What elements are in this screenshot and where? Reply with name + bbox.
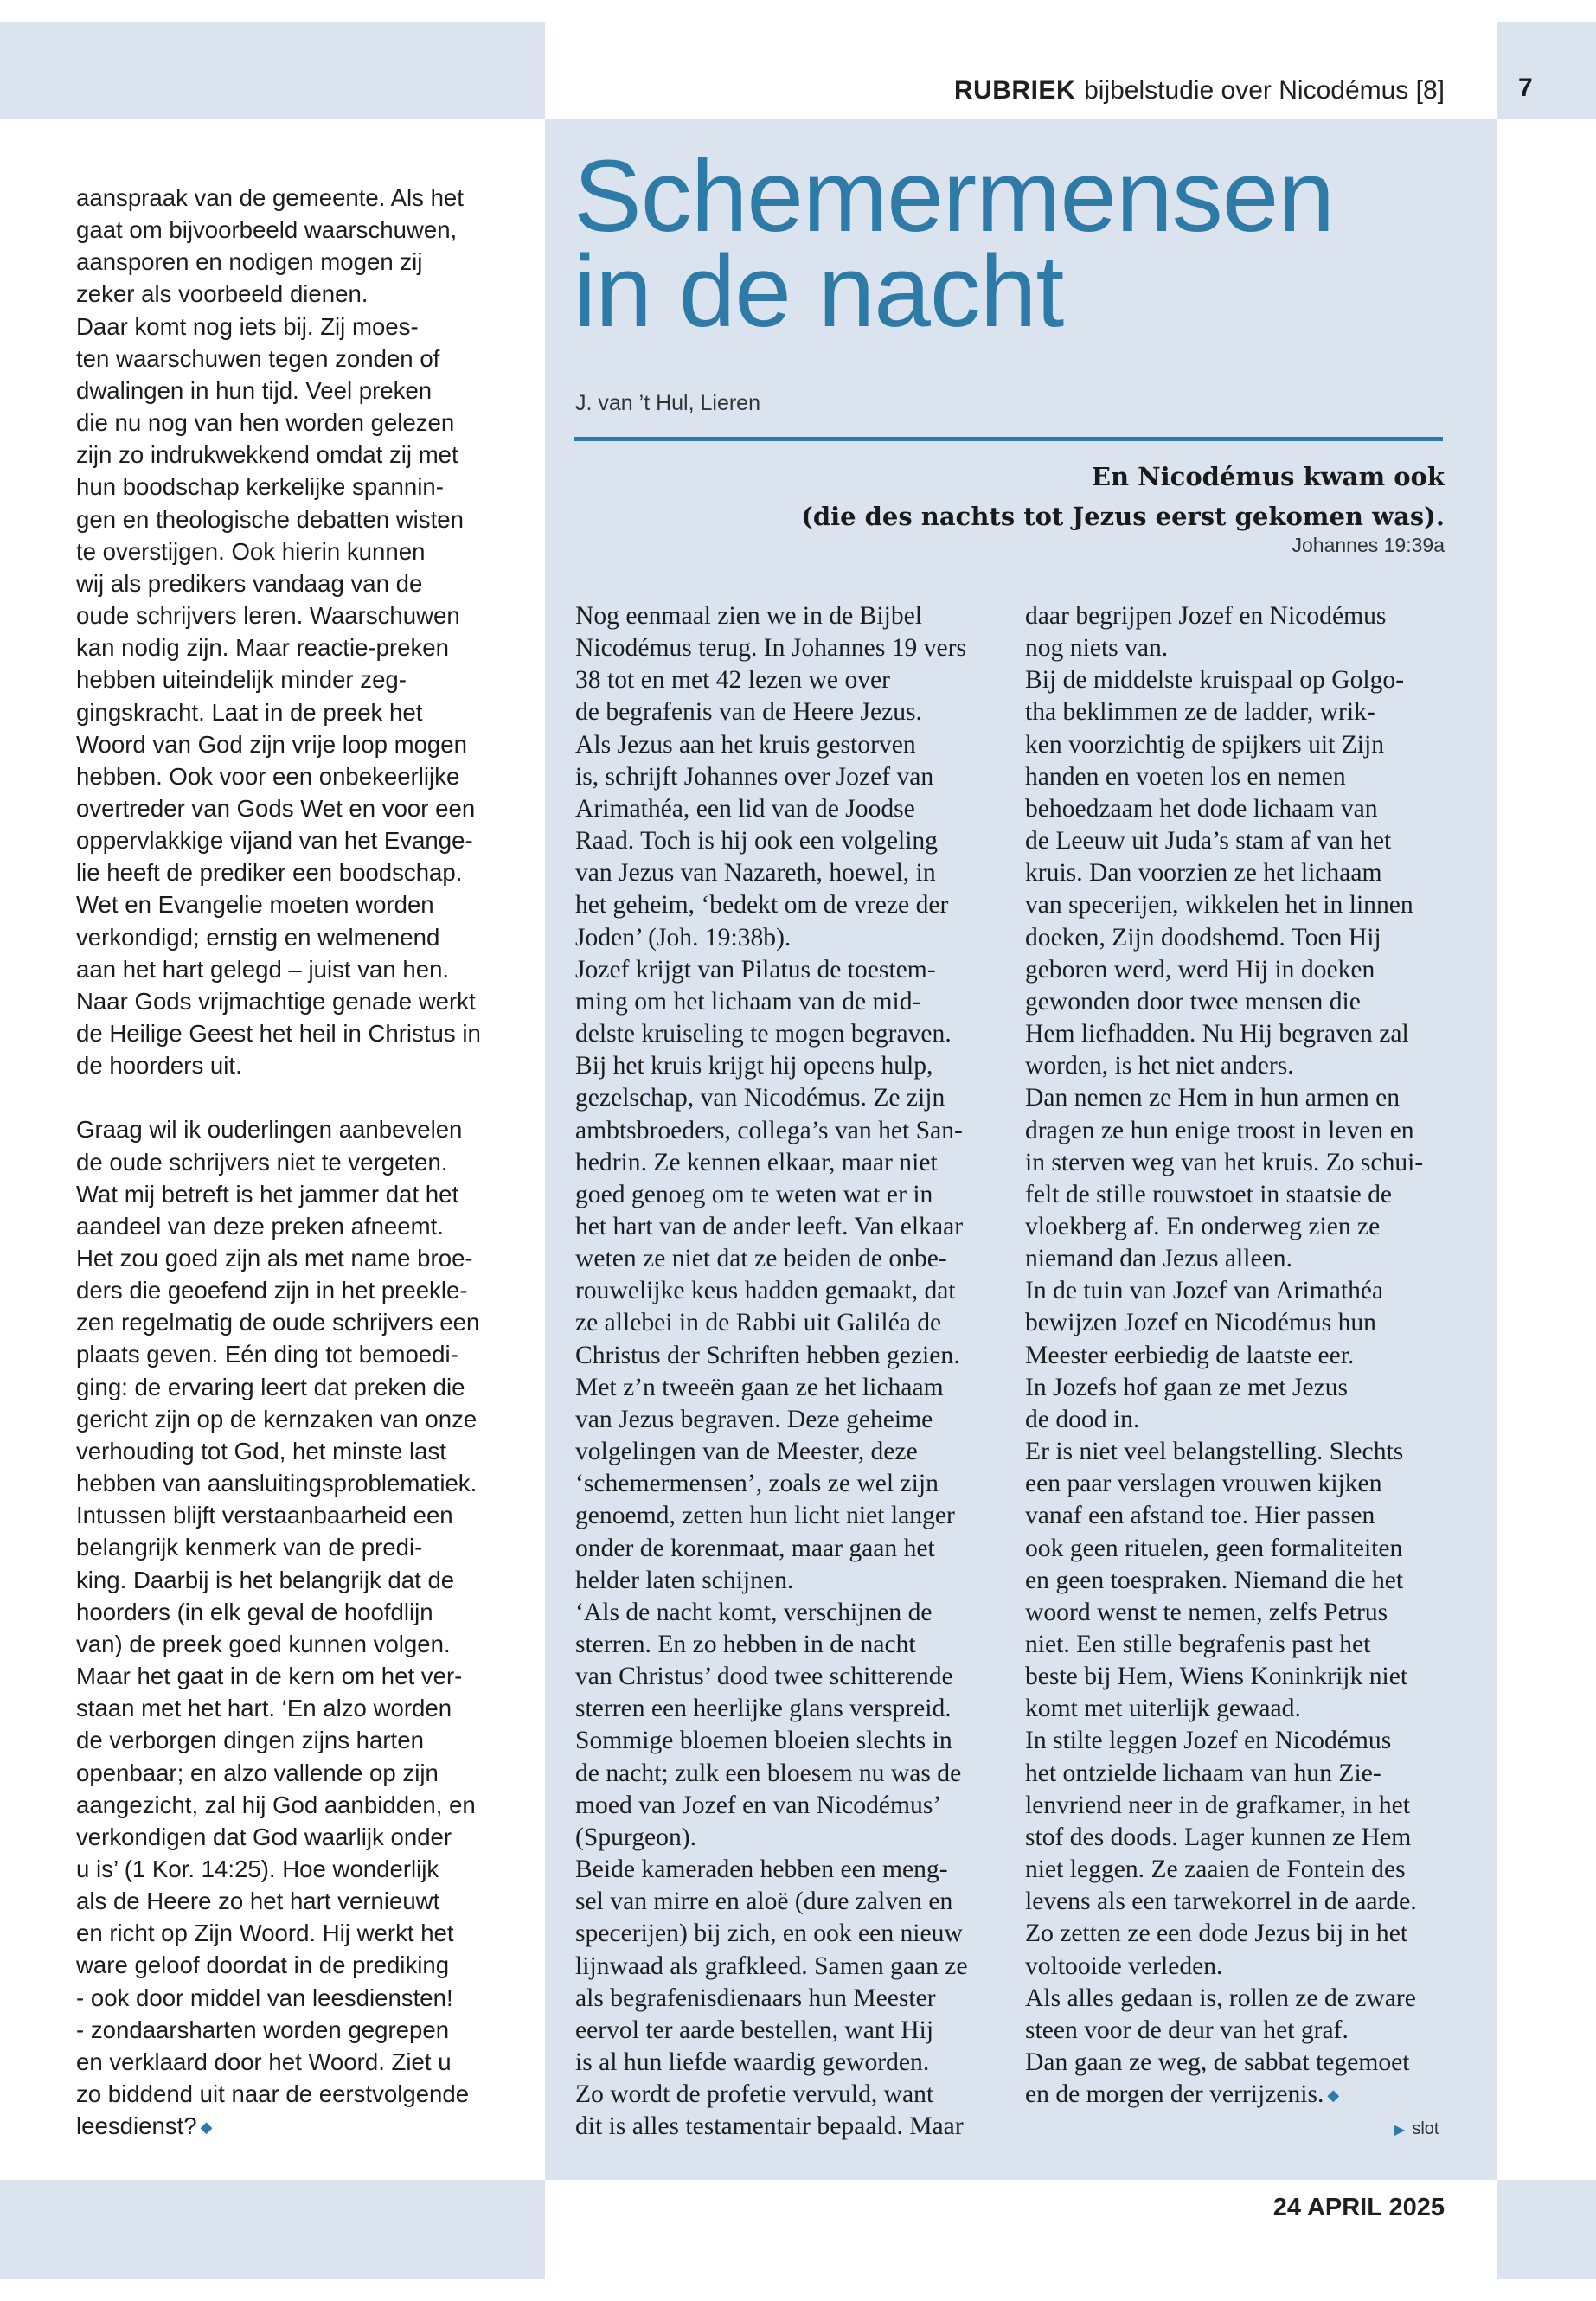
epigraph-source: Johannes 19:39a — [1292, 534, 1445, 556]
header-band-left — [0, 22, 545, 119]
footer-band-left — [0, 2180, 545, 2279]
left-paragraph-2-text: Graag wil ik ouderlingen aanbevelen de oude schrijvers niet te vergeten. Wat mij betreft is het jammer dat het aandeel van deze preken afneemt. Het zou goed zijn als met name broe- ders die geoefend zijn in het preekle- zen regelmatig de oude schrijvers een plaats geven. Eén ding tot bemoedi- ging: de ervaring leert dat preken die gericht zijn op de kernzaken van onze verhouding tot God, het minste last hebben van aansluitingsproblematiek. Intussen blijft verstaanbaarheid een belangrijk kenmerk van de predi- king. Daarbij is het belangrijk dat de hoorders (in elk geval de hoofdlijn van) de preek goed kunnen volgen. Maar het gaat in de kern om het ver- staan met het hart. ‘En alzo worden de verborgen dingen zijns harten openbaar; en alzo vallende op zijn aangezicht, zal hij God aanbidden, en verkondigen dat God waarlijk onder u is’ (1 Kor. 14:25). Hoe wonderlijk als de Heere zo het hart vernieuwt en richt op Zijn Woord. Hij werkt het ware geloof doordat in de prediking - ook door middel van leesdiensten! - zondaarsharten worden gegrepen en verklaard door het Woord. Ziet u zo biddend uit naar de eerstvolgende leesdienst? — [76, 1116, 480, 2140]
article-title: Schemermensen in de nacht — [574, 139, 1334, 349]
byline: J. van ’t Hul, Lieren — [575, 391, 760, 415]
issue-date: 24 APRIL 2025 — [1272, 2194, 1445, 2221]
left-paragraph-1: aanspraak van de gemeente. Als het gaat om bijvoorbeeld waarschuwen, aansporen en nodigen mogen zij zeker als voorbeeld dienen. Daar komt nog iets bij. Zij moes- ten waarschuwen tegen zonden of dwalingen in hun tijd. Veel preken die nu nog van hen worden gelezen zijn zo indrukwekkend omdat zij met hun boodschap kerkelijke spannin- gen en theologische debatten wisten te overstijgen. Ook hierin kunnen wij als predikers vandaag van de oude schrijvers leren. Waarschuwen kan nodig zijn. Maar reactie-preken hebben uiteindelijk minder zeg- gingskracht. Laat in de preek het Woord van God zijn vrije loop mogen hebben. Ook voor een onbekeerlijke overtreder van Gods Wet en voor een oppervlakkige vijand van het Evange- lie heeft de prediker een boodschap. Wet en Evangelie moeten worden verkondigd; ernstig en welmenend aan het hart gelegd – juist van hen. Naar Gods vrijmachtige genade werkt de Heilige Geest het heil in Christus in de hoorders uit. — [76, 184, 481, 1080]
left-column — [76, 182, 517, 2144]
page-number: 7 — [1518, 74, 1533, 102]
title-rule — [574, 437, 1443, 441]
left-paragraph-2 — [76, 1113, 517, 2144]
slot-marker — [1394, 2119, 1439, 2139]
end-mark-icon: ◆ — [200, 2118, 213, 2137]
footer-band-right — [1497, 2180, 1596, 2279]
epigraph: En Nicodémus kwam ook (die des nachts tot Jezus eerst gekomen was). — [801, 462, 1445, 531]
running-header — [954, 76, 1445, 106]
header-band-right — [1497, 22, 1596, 119]
article-end-mark-icon: ◆ — [1327, 2086, 1340, 2105]
rubriek-label: RUBRIEK — [953, 76, 1076, 105]
article-column-2-text: daar begrijpen Jozef en Nicodémus nog niets van. Bij de middelste kruispaal op Golgo- tha beklimmen ze de ladder, wrik- ken voorzichtig de spijkers uit Zijn handen en voeten los en nemen behoedzaam het dode lichaam van de Leeuw uit Juda’s stam af van het kruis. Dan voorzien ze het lichaam van specerijen, wikkelen het in linnen doeken, Zijn doodshemd. Toen Hij geboren werd, werd Hij in doeken gewonden door twee mensen die Hem liefhadden. Nu Hij begraven zal worden, is het niet anders. Dan nemen ze Hem in hun armen en dragen ze hun enige troost in leven en in sterven weg van het kruis. Zo schui- felt de stille rouwstoet in staatsie de vloekberg af. En onderweg zien ze niemand dan Jezus alleen. In de tuin van Jozef van Arimathéa bewijzen Jozef en Nicodémus hun Meester eerbiedig de laatste eer. In Jozefs hof gaan ze met Jezus de dood in. Er is niet veel belangstelling. Slechts een paar verslagen vrouwen kijken vanaf een afstand toe. Hier passen ook geen rituelen, geen formaliteiten en geen toespraken. Niemand die het woord wenst te nemen, zelfs Petrus niet. Een stille begrafenis past het beste bij Hem, Wiens Koninkrijk niet komt met uiterlijk gewaad. In stilte leggen Jozef en Nicodémus het ontzielde lichaam van hun Zie- lenvriend neer in de grafkamer, in het stof des doods. Lager kunnen ze Hem niet leggen. Ze zaaien de Fontein des levens als een tarwekorrel in de aarde. Zo zetten ze een dode Jezus bij in het voltooide verleden. Als alles gedaan is, rollen ze de zware steen voor de deur van het graf. Dan gaan ze weg, de sabbat tegemoet en de morgen der verrijzenis. — [1025, 602, 1424, 2109]
article-column-2 — [1025, 600, 1449, 2112]
article-column-1: Nog eenmaal zien we in de Bijbel Nicodémus terug. In Johannes 19 vers 38 tot en met 42 lezen we over de begrafenis van de Heere Jezus. Als Jezus aan het kruis gestorven is, schrijft Johannes over Jozef van Arimathéa, een lid van de Joodse Raad. Toch is hij ook een volgeling van Jezus van Nazareth, hoewel, in het geheim, ‘bedekt om de vreze der Joden’ (Joh. 19:38b). Jozef krijgt van Pilatus de toestem- ming om het lichaam van de mid- delste kruiseling te mogen begraven. Bij het kruis krijgt hij opeens hulp, gezelschap, van Nicodémus. Ze zijn ambtsbroeders, collega’s van het San- hedrin. Ze kennen elkaar, maar niet goed genoeg om te weten wat er in het hart van de ander leeft. Van elkaar weten ze niet dat ze beiden de onbe- rouwelijke keus hadden gemaakt, dat ze allebei in de Rabbi uit Galiléa de Christus der Schriften hebben gezien. Met z’n tweeën gaan ze het lichaam van Jezus begraven. Deze geheime volgelingen van de Meester, deze ‘schemermensen’, zoals ze wel zijn genoemd, zetten hun licht niet langer onder de korenmaat, maar gaan het helder laten schijnen. ‘Als de nacht komt, verschijnen de sterren. En zo hebben in de nacht van Christus’ dood twee schitterende sterren een heerlijke glans verspreid. Sommige bloemen bloeien slechts in de nacht; zulk een bloesem nu was de moed van Jozef en van Nicodémus’ (Spurgeon). Beide kameraden hebben een meng- sel van mirre en aloë (dure zalven en specerijen) bij zich, en ook een nieuw lijnwaad als grafkleed. Samen gaan ze als begrafenisdienaars hun Meester eervol ter aarde bestellen, want Hij is al hun liefde waardig geworden. Zo wordt de profetie vervuld, want dit is alles testamentair bepaald. Maar — [575, 602, 968, 2141]
series-title: bijbelstudie over Nicodémus [8] — [1084, 76, 1445, 105]
triangle-right-icon: ▶ — [1394, 2123, 1406, 2138]
slot-label: slot — [1412, 2119, 1439, 2138]
